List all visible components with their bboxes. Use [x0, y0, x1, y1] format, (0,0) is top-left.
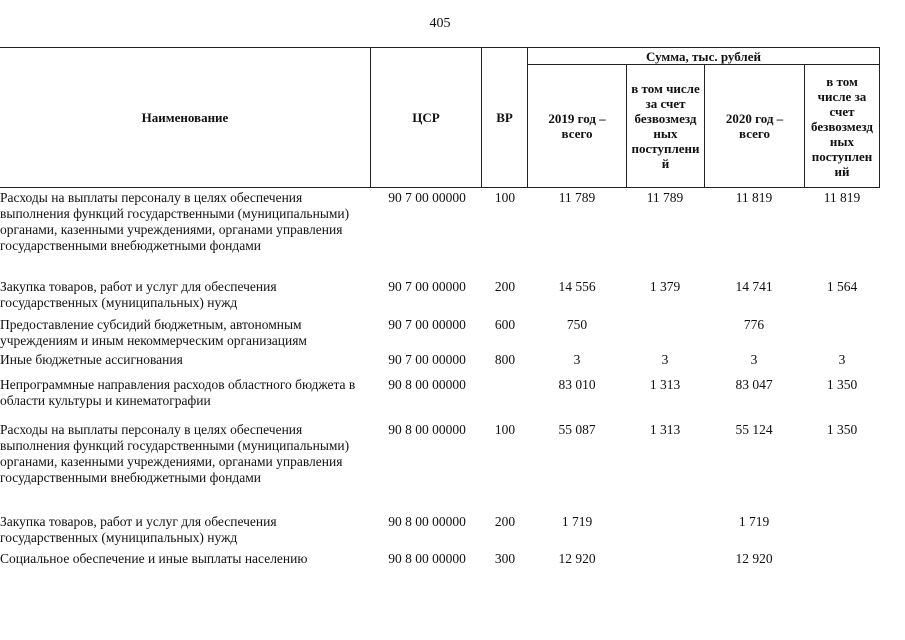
row-2019-total: 1 719 — [561, 514, 593, 529]
row-2020-total: 11 819 — [735, 190, 773, 205]
row-2020-total: 83 047 — [735, 377, 773, 392]
row-2020-total: 1 719 — [738, 514, 770, 529]
row-2020-total: 776 — [743, 317, 765, 332]
row-name: Предоставление субсидий бюджетным, автономным учреждениям и иным некоммерческим организациям — [0, 317, 307, 348]
row-name: Закупка товаров, работ и услуг для обеспечения государственных (муниципальных) нужд — [0, 279, 277, 310]
col-divider — [879, 47, 880, 188]
header-2019-free: в том числе за счет безвозмездных поступлений — [631, 81, 700, 171]
row-2019-free: 1 379 — [649, 279, 681, 294]
row-2020-free: 3 — [838, 352, 846, 367]
row-2020-total: 3 — [750, 352, 758, 367]
header-name: Наименование — [141, 110, 229, 125]
row-2019-total: 14 556 — [558, 279, 596, 294]
row-2019-free: 1 313 — [649, 422, 681, 437]
row-2020-free: 11 819 — [823, 190, 861, 205]
header-vr: ВР — [496, 110, 513, 125]
row-2020-free: 1 350 — [826, 422, 858, 437]
row-csr: 90 7 00 00000 — [388, 279, 466, 294]
row-csr: 90 7 00 00000 — [388, 317, 466, 332]
row-name: Расходы на выплаты персоналу в целях обеспечения выполнения функций государственными (муниципальными) органами, казенными учреждениями, органами управления государственными внебюджетными фондами — [0, 422, 350, 485]
row-2019-free: 1 313 — [649, 377, 681, 392]
row-name: Непрограммные направления расходов областного бюджета в области культуры и кинематографии — [0, 377, 356, 408]
header-2020-free: в том числе за счет безвозмездных поступлений — [811, 73, 873, 179]
row-2019-total: 12 920 — [558, 551, 596, 566]
row-2019-total: 83 010 — [558, 377, 596, 392]
row-2019-total: 11 789 — [558, 190, 596, 205]
row-2019-total: 55 087 — [558, 422, 596, 437]
row-name: Закупка товаров, работ и услуг для обеспечения государственных (муниципальных) нужд — [0, 514, 277, 545]
row-2019-total: 750 — [566, 317, 588, 332]
row-vr: 300 — [494, 551, 516, 566]
row-csr: 90 8 00 00000 — [388, 422, 466, 437]
header-2020-total: 2020 год – всего — [725, 111, 784, 141]
page-number: 405 — [429, 16, 451, 31]
row-csr: 90 7 00 00000 — [388, 190, 466, 205]
row-2020-total: 55 124 — [735, 422, 773, 437]
row-2020-total: 12 920 — [735, 551, 773, 566]
row-csr: 90 8 00 00000 — [388, 377, 466, 392]
row-2020-free: 1 564 — [826, 279, 858, 294]
row-2020-free: 1 350 — [826, 377, 858, 392]
row-csr: 90 8 00 00000 — [388, 551, 466, 566]
row-vr: 600 — [494, 317, 516, 332]
row-2019-free: 11 789 — [646, 190, 684, 205]
row-csr: 90 8 00 00000 — [388, 514, 466, 529]
row-name: Социальное обеспечение и иные выплаты населению — [0, 551, 308, 566]
row-vr: 100 — [494, 422, 516, 437]
row-2020-total: 14 741 — [735, 279, 773, 294]
header-bottom-border — [0, 187, 880, 188]
header-2019-total: 2019 год – всего — [548, 111, 606, 141]
row-vr: 800 — [494, 352, 516, 367]
row-2019-free: 3 — [661, 352, 669, 367]
row-name: Расходы на выплаты персоналу в целях обеспечения выполнения функций государственными (муниципальными) органами, казенными учреждениями, органами управления государственными внебюджетными фондами — [0, 190, 350, 253]
row-name: Иные бюджетные ассигнования — [0, 352, 183, 367]
row-vr: 200 — [494, 279, 516, 294]
row-2019-total: 3 — [573, 352, 581, 367]
header-csr: ЦСР — [412, 110, 440, 125]
header-sum: Сумма, тыс. рублей — [646, 48, 761, 64]
row-vr: 100 — [494, 190, 516, 205]
row-csr: 90 7 00 00000 — [388, 352, 466, 367]
row-vr: 200 — [494, 514, 516, 529]
